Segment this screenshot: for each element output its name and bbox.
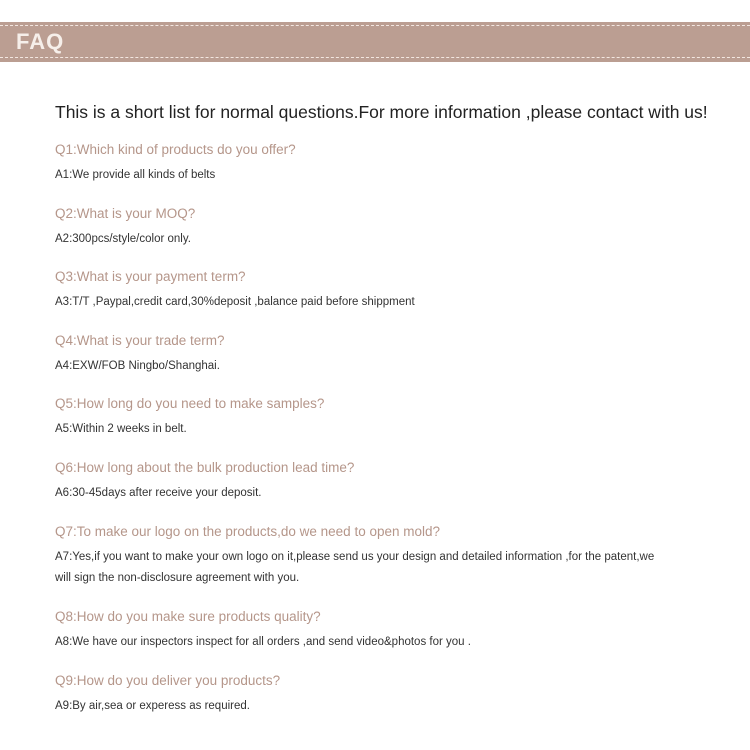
faq-question: Q4:What is your trade term? [55, 332, 225, 348]
faq-question: Q2:What is your MOQ? [55, 205, 196, 221]
faq-question: Q7:To make our logo on the products,do we need to open mold? [55, 523, 441, 539]
faq-banner [0, 22, 750, 62]
faq-item-6 [55, 460, 735, 524]
faq-answer: A5:Within 2 weeks in belt. [55, 423, 187, 436]
faq-answer: A3:T/T ,Paypal,credit card,30%deposit ,balance paid before shippment [55, 296, 415, 309]
faq-answer: A2:300pcs/style/color only. [55, 232, 191, 245]
banner-dashed-line-bottom [0, 57, 750, 58]
faq-question: Q9:How do you deliver you products? [55, 672, 281, 688]
faq-item-8 [55, 609, 735, 673]
intro-text: This is a short list for normal questions.For more information ,please contact with us! [55, 102, 708, 122]
faq-answer: A1:We provide all kinds of belts [55, 169, 216, 181]
faq-answer: A9:By air,sea or experess as required. [55, 699, 250, 712]
faq-answer: A8:We have our inspectors inspect for all orders ,and send video&photos for you . [55, 636, 471, 649]
faq-question: Q3:What is your payment term? [55, 269, 246, 285]
faq-item-2 [55, 206, 735, 270]
faq-title: FAQ [16, 29, 65, 54]
faq-item-5 [55, 396, 735, 460]
faq-answer: A6:30-45days after receive your deposit. [55, 486, 262, 499]
faq-answer: A7:Yes,if you want to make your own logo on it,please send us your design and detailed information ,for the patent,we will sign the non-disclosure agreement with you. [55, 550, 655, 585]
faq-item-1 [55, 142, 735, 206]
faq-item-7 [55, 524, 735, 610]
faq-question: Q5:How long do you need to make samples? [55, 396, 325, 412]
faq-answer: A4:EXW/FOB Ningbo/Shanghai. [55, 359, 220, 372]
faq-item-4 [55, 333, 735, 397]
faq-question: Q1:Which kind of products do you offer? [55, 142, 296, 157]
faq-item-9 [55, 673, 735, 737]
faq-list [55, 142, 735, 736]
faq-question: Q6:How long about the bulk production lead time? [55, 459, 355, 475]
banner-dashed-line-top [0, 25, 750, 26]
faq-item-3 [55, 269, 735, 333]
faq-question: Q8:How do you make sure products quality? [55, 609, 321, 625]
